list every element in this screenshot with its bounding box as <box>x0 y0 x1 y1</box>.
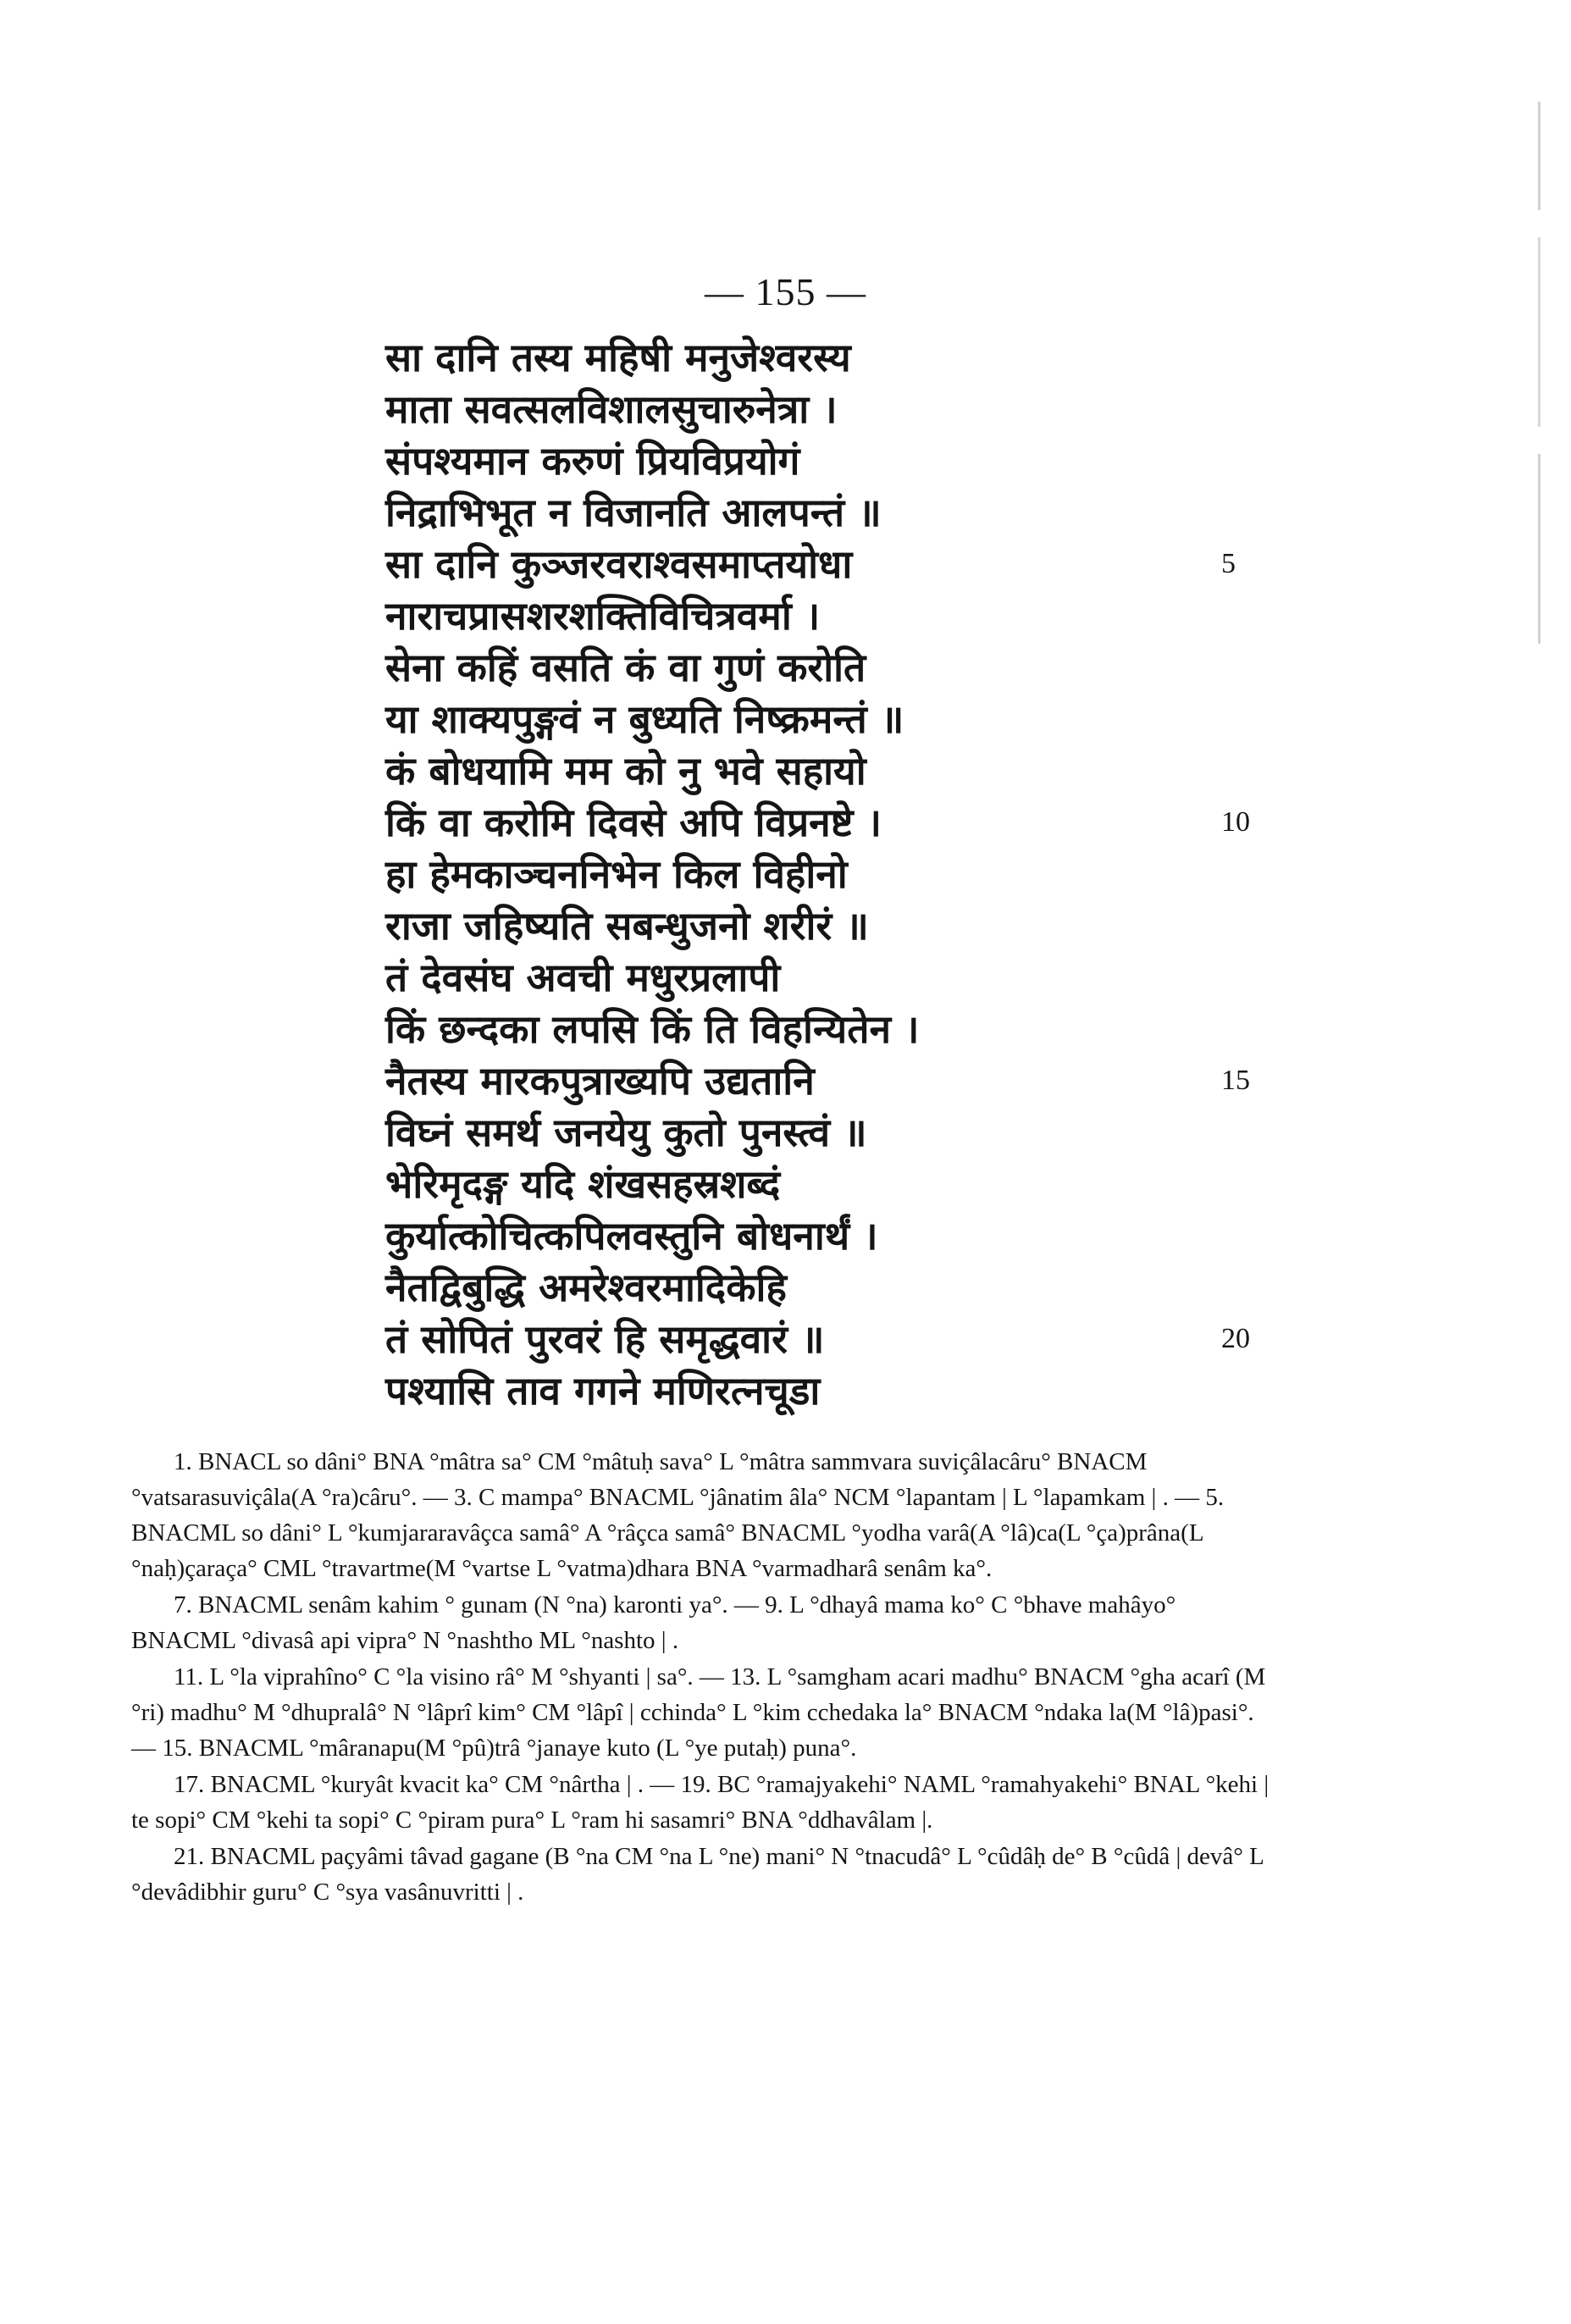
line-number-5: 5 <box>1221 548 1236 579</box>
verse-line: किं छन्दका लपसि किं ति विहन्यितेन । <box>385 1006 920 1052</box>
verse-line: माता सवत्सलविशालसुचारुनेत्रा । <box>385 386 838 432</box>
verse-line: नाराचप्रासशरशक्तिविचित्रवर्मा । <box>385 593 821 639</box>
line-number-20: 20 <box>1221 1323 1250 1354</box>
verse-line: या शाक्यपुङ्गवं न बुध्यति निष्क्रमन्तं ॥ <box>385 696 904 742</box>
verse-line: कं बोधयामि मम को नु भवे सहायो <box>385 748 866 794</box>
note-paragraph: 11. L °la viprahîno° C °la visino râ° M °shyanti | sa°. — 13. L °samgham acari madhu° BNACM °gha acarî (M °ri) madhu° M °dhupralâ° N °lâprî kim° CM °lâpî | cchinda° L °kim cchedaka la° BNACM °ndaka la(M °lâ)pasi°. — 15. BNACML °mâranapu(M °pû)trâ °janaye kuto (L °ye putaḥ) puna°. <box>131 1663 1266 1762</box>
verse-line: हा हेमकाञ्चननिभेन किल विहीनो <box>385 851 848 897</box>
verse-line: राजा जहिष्यति सबन्धुजनो शरीरं ॥ <box>385 903 869 949</box>
note-paragraph: 1. BNACL so dâni° BNA °mâtra sa° CM °mâtuḥ sava° L °mâtra sammvara suviçâlacâru° BNACM °vatsarasuviçâla(A °ra)câru°. — 3. C mampa° BNACML °jânatim âla° NCM °lapantam | L °lapamkam | . — 5. BNACML so dâni° L °kumjararavâçca samâ° A °râçca samâ° BNACML °yodha varâ(A °lâ)ca(L °ça)prâna(L °naḥ)çaraça° CML °travartme(M °vartse L °vatma)dhara BNA °varmadharâ senâm ka°. <box>131 1448 1225 1582</box>
verse-line: सेना कहिं वसति कं वा गुणं करोति <box>385 645 866 690</box>
verse-line: तं देवसंघ अवची मधुरप्रलापी <box>385 955 781 1000</box>
verse-line: पश्यासि ताव गगने मणिरत्नचूडा <box>385 1368 821 1414</box>
verse-line: किं वा करोमि दिवसे अपि विप्रनष्टे । <box>385 800 882 845</box>
line-number-10: 10 <box>1221 806 1250 838</box>
verse-line: सा दानि तस्य महिषी मनुजेश्वरस्य <box>385 335 851 380</box>
verse-line: निद्राभिभूत न विजानति आलपन्तं ॥ <box>385 490 882 535</box>
verse-line: संपश्यमान करुणं प्रियविप्रयोगं <box>385 438 800 484</box>
page-edge-mark <box>1538 102 1541 644</box>
note-paragraph: 21. BNACML paçyâmi tâvad gagane (B °na CM °na L °ne) mani° N °tnacudâ° L °cûdâḥ de° B °cûdâ | devâ° L °devâdibhir guru° C °sya vasânuvritti | . <box>131 1843 1264 1906</box>
verse-line: नैतस्य मारकपुत्राख्यपि उद्यतानि <box>385 1058 815 1104</box>
page-number: — 155 — <box>705 270 866 313</box>
verse-line: तं सोपितं पुरवरं हि समृद्धवारं ॥ <box>385 1316 825 1362</box>
line-number-15: 15 <box>1221 1065 1250 1096</box>
verse-block <box>385 332 1232 1417</box>
verse-line: विघ्नं समर्थ जनयेयु कुतो पुनस्त्वं ॥ <box>385 1109 867 1155</box>
verse-line: भेरिमृदङ्ग यदि शंखसहस्रशब्दं <box>385 1161 781 1207</box>
note-paragraph: 7. BNACML senâm kahim ° gunam (N °na) karonti ya°. — 9. L °dhayâ mama ko° C °bhave mahâyo° BNACML °divasâ api vipra° N °nashtho ML °nashto | . <box>131 1591 1176 1654</box>
critical-apparatus-notes <box>131 1444 1279 1911</box>
verse-line: सा दानि कुञ्जरवराश्वसमाप्तयोधा <box>385 541 853 587</box>
note-paragraph: 17. BNACML °kuryât kvacit ka° CM °nârtha | . — 19. BC °ramajyakehi° NAML °ramahyakehi° BNAL °kehi | te sopi° CM °kehi ta sopi° C °piram pura° L °ram hi sasamri° BNA °ddhavâlam |. <box>131 1771 1270 1834</box>
verse-line: कुर्यात्कोचित्कपिलवस्तुनि बोधनार्थं । <box>385 1213 878 1259</box>
verse-line: नैतद्विबुद्धि अमरेश्वरमादिकेहि <box>385 1264 787 1310</box>
